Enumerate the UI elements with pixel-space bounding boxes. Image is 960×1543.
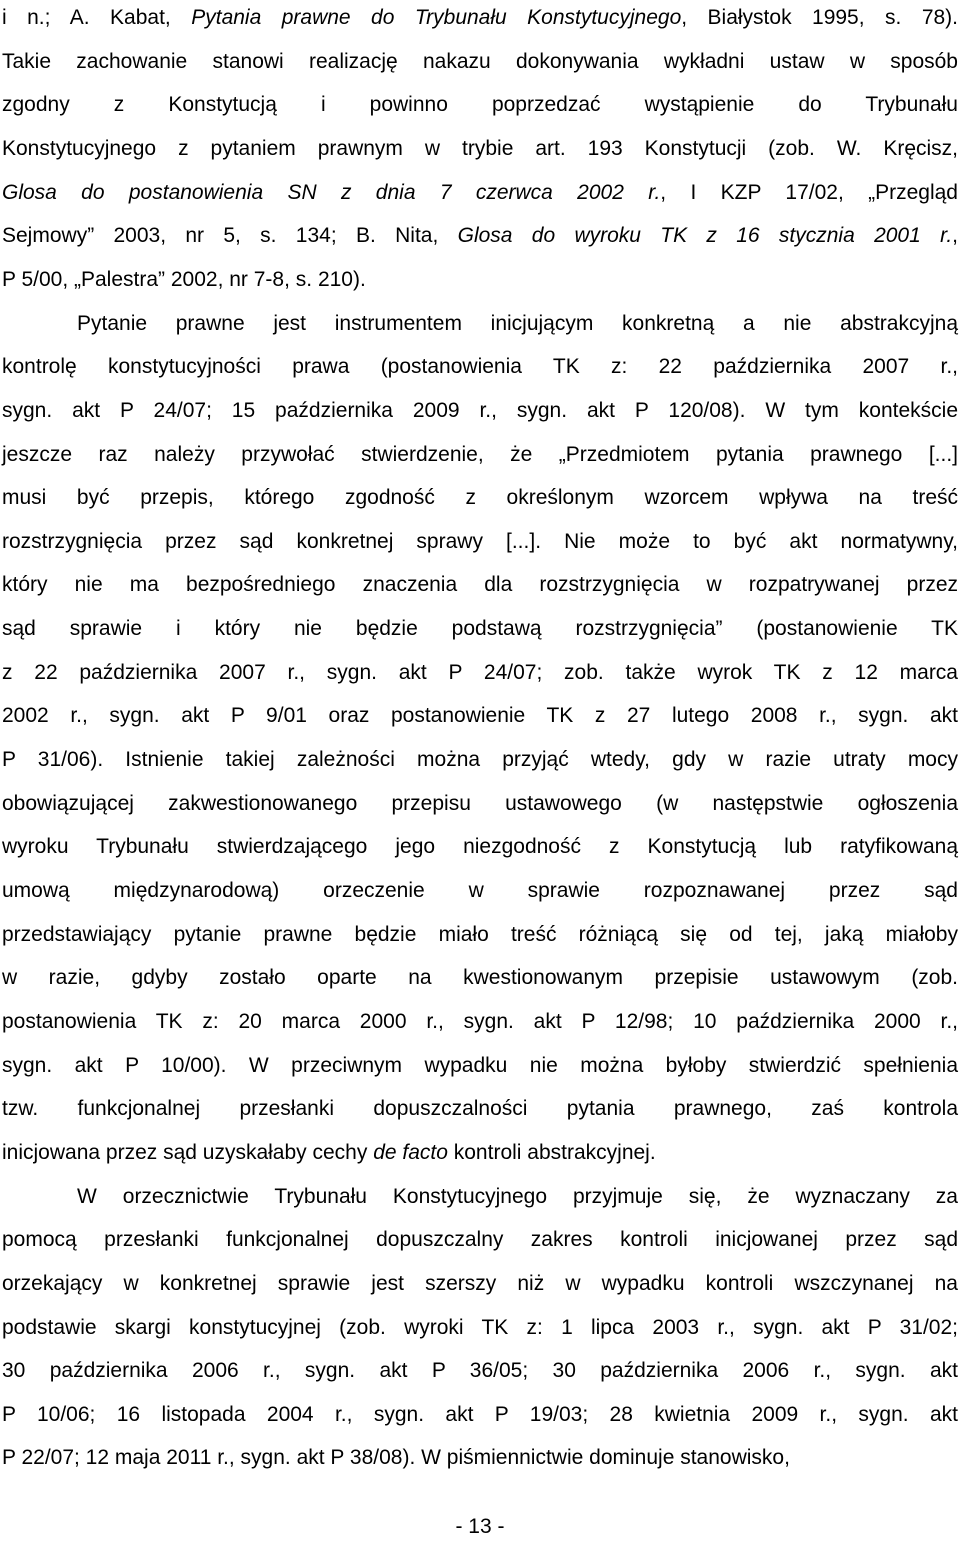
- text-segment: sygn. akt P 10/00). W przeciwnym wypadku nie można byłoby stwierdzić spełnienia: [2, 1053, 958, 1077]
- text-segment: 2002 r., sygn. akt P 9/01 oraz postanowienie TK z 27 lutego 2008 r., sygn. akt: [2, 704, 958, 728]
- italic-text: Glosa do wyroku TK z 16 stycznia 2001 r.: [457, 224, 953, 248]
- text-line: [2, 827, 958, 867]
- text-segment: sygn. akt P 24/07; 15 października 2009 r., sygn. akt P 120/08). W tym kontekście: [2, 398, 958, 422]
- page-number: - 13 -: [455, 1515, 505, 1538]
- text-line: [2, 1220, 958, 1260]
- text-line: [2, 1308, 958, 1348]
- text-segment: postanowienia TK z: 20 marca 2000 r., sygn. akt P 12/98; 10 października 2000 r.,: [2, 1009, 958, 1033]
- text-line: [2, 42, 958, 82]
- text-segment: inicjowana przez sąd uzyskałaby cechy: [2, 1140, 374, 1164]
- text-line: [2, 740, 958, 780]
- text-line: [2, 391, 958, 431]
- text-segment: tzw. funkcjonalnej przesłanki dopuszczalności pytania prawnego, zaś kontrola: [2, 1097, 958, 1121]
- text-line: [2, 958, 958, 998]
- text-segment: obowiązującej zakwestionowanego przepisu ustawowego (w następstwie ogłoszenia: [2, 791, 958, 815]
- text-segment: Sejmowy” 2003, nr 5, s. 134; B. Nita,: [2, 224, 458, 248]
- text-line: [2, 478, 958, 518]
- italic-text: Glosa do postanowienia SN z dnia 7 czerwca 2002 r.: [2, 180, 661, 204]
- text-line: [2, 1089, 958, 1129]
- text-line: [2, 435, 958, 475]
- text-segment: kontroli abstrakcyjnej.: [447, 1140, 656, 1164]
- italic-text: Pytania prawne do Trybunału Konstytucyjnego: [191, 6, 682, 29]
- text-line: [77, 304, 958, 344]
- text-segment: , Białystok 1995, s. 78).: [681, 6, 958, 29]
- text-segment: z 22 października 2007 r., sygn. akt P 24/07; zob. także wyrok TK z 12 marca: [2, 660, 958, 684]
- text-segment: podstawie skargi konstytucyjnej (zob. wyroki TK z: 1 lipca 2003 r., sygn. akt P 31/02;: [2, 1315, 958, 1339]
- text-segment: Takie zachowanie stanowi realizację nakazu dokonywania wykładni ustaw w sposób: [2, 49, 958, 73]
- text-segment: kontrolę konstytucyjności prawa (postanowienia TK z: 22 października 2007 r.,: [2, 355, 958, 379]
- text-segment: pomocą przesłanki funkcjonalnej dopuszczalny zakres kontroli inicjowanej przez sąd: [2, 1228, 958, 1252]
- text-line: [2, 871, 958, 911]
- text-segment: P 5/00, „Palestra” 2002, nr 7-8, s. 210).: [2, 267, 366, 291]
- text-line: [77, 1177, 958, 1217]
- text-segment: , I KZP 17/02, „Przegląd: [660, 180, 958, 204]
- text-line: [2, 347, 958, 387]
- text-segment: Pytanie prawne jest instrumentem inicjującym konkretną a nie abstrakcyjną: [77, 311, 958, 335]
- text-segment: P 22/07; 12 maja 2011 r., sygn. akt P 38/08). W piśmiennictwie dominuje stanowisko,: [2, 1446, 790, 1470]
- text-line: [2, 565, 958, 605]
- text-segment: ,: [952, 224, 958, 248]
- text-segment: w razie, gdyby zostało oparte na kwestionowanym przepisie ustawowym (zob.: [2, 966, 958, 990]
- text-segment: wyroku Trybunału stwierdzającego jego niezgodność z Konstytucją lub ratyfikowaną: [2, 835, 958, 859]
- text-segment: orzekający w konkretnej sprawie jest szerszy niż w wypadku kontroli wszczynanej na: [2, 1271, 958, 1295]
- text-line: [2, 522, 958, 562]
- text-line: [2, 260, 958, 300]
- text-segment: Konstytucyjnego z pytaniem prawnym w trybie art. 193 Konstytucji (zob. W. Kręcisz,: [2, 136, 958, 160]
- text-segment: rozstrzygnięcia przez sąd konkretnej sprawy [...]. Nie może to być akt normatywny,: [2, 529, 958, 553]
- text-segment: jeszcze raz należy przywołać stwierdzenie, że „Przedmiotem pytania prawnego [...]: [2, 442, 958, 466]
- italic-text: de facto: [373, 1140, 448, 1164]
- text-segment: musi być przepis, którego zgodność z określonym wzorcem wpływa na treść: [2, 486, 958, 510]
- text-line: [2, 0, 958, 38]
- text-line: [2, 1351, 958, 1391]
- text-line: [2, 129, 958, 169]
- text-line: [2, 1264, 958, 1304]
- text-segment: i n.; A. Kabat,: [2, 6, 192, 29]
- text-line: [2, 85, 958, 125]
- text-segment: P 31/06). Istnienie takiej zależności można przyjąć wtedy, gdy w razie utraty mocy: [2, 748, 958, 772]
- text-segment: zgodny z Konstytucją i powinno poprzedzać wystąpienie do Trybunału: [2, 93, 958, 117]
- text-segment: sąd sprawie i który nie będzie podstawą rozstrzygnięcia” (postanowienie TK: [2, 617, 958, 641]
- text-segment: który nie ma bezpośredniego znaczenia dla rozstrzygnięcia w rozpatrywanej przez: [2, 573, 958, 597]
- text-line: [2, 1395, 958, 1435]
- text-line: [2, 915, 958, 955]
- text-segment: 30 października 2006 r., sygn. akt P 36/05; 30 października 2006 r., sygn. akt: [2, 1359, 958, 1383]
- text-line: [2, 1002, 958, 1042]
- text-segment: przedstawiający pytanie prawne będzie miało treść różniącą się od tej, jaką miałoby: [2, 922, 958, 946]
- text-segment: W orzecznictwie Trybunału Konstytucyjnego przyjmuje się, że wyznaczany za: [77, 1184, 958, 1208]
- text-segment: umową międzynarodową) orzeczenie w sprawie rozpoznawanej przez sąd: [2, 879, 958, 902]
- text-line: [2, 653, 958, 693]
- text-line: [2, 173, 958, 213]
- text-line: [2, 216, 958, 256]
- text-line: [2, 1133, 958, 1173]
- text-line: [2, 784, 958, 824]
- text-line: [2, 696, 958, 736]
- text-segment: P 10/06; 16 listopada 2004 r., sygn. akt P 19/03; 28 kwietnia 2009 r., sygn. akt: [2, 1402, 958, 1426]
- text-line: [2, 609, 958, 649]
- text-line: [2, 1438, 958, 1478]
- text-line: [2, 1046, 958, 1086]
